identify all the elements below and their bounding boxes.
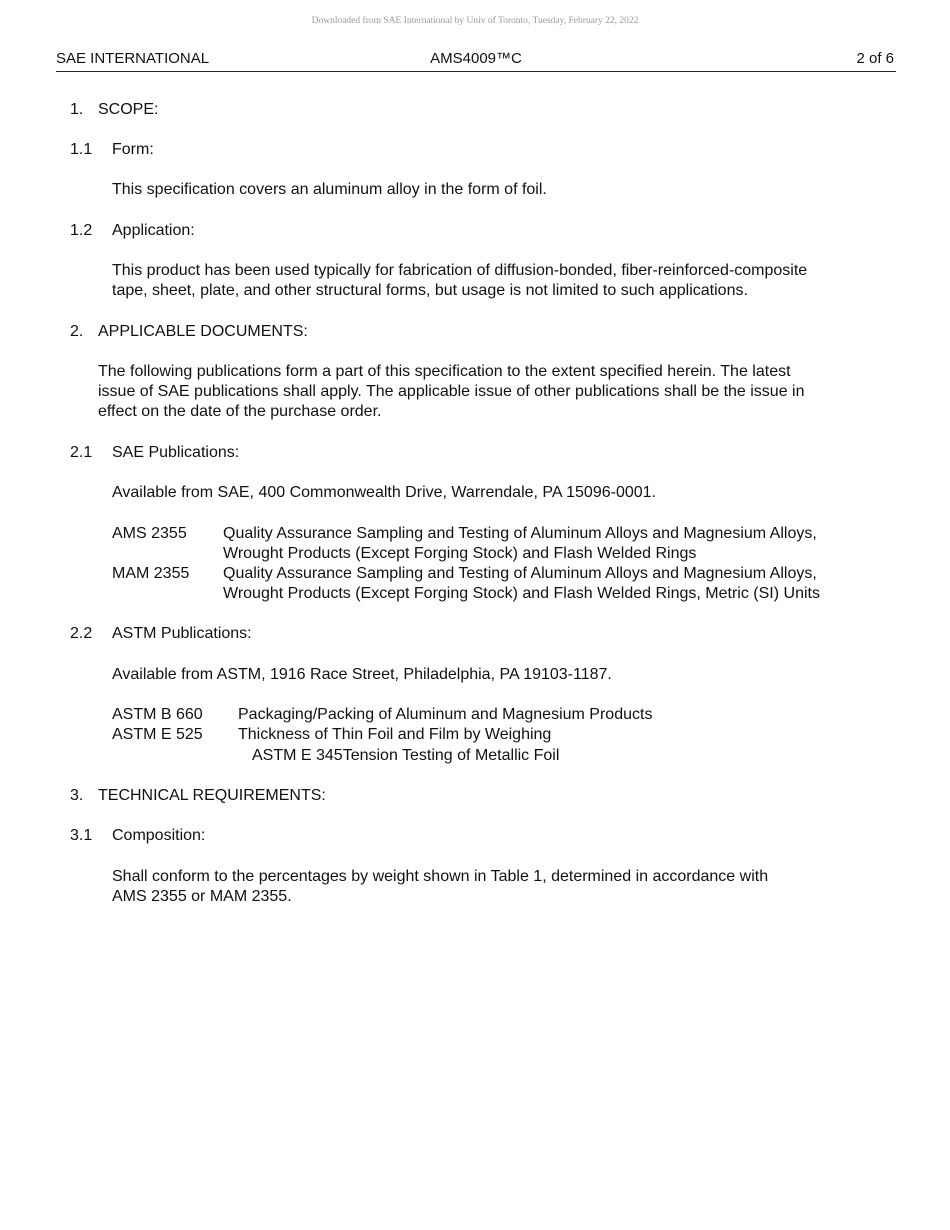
sae-doc-id: MAM 2355 — [112, 565, 190, 582]
sae-doc-title-line: Wrought Products (Except Forging Stock) and Flash Welded Rings — [223, 545, 697, 562]
section-2-text-line: effect on the date of the purchase order. — [98, 403, 382, 420]
section-2-text-line: The following publications form a part of this specification to the extent specified herein. The latest — [98, 363, 791, 380]
sae-doc-id: AMS 2355 — [112, 525, 187, 542]
section-1-2-text-line: tape, sheet, plate, and other structural forms, but usage is not limited to such applications. — [112, 282, 748, 299]
section-1-1-number: 1.1 — [70, 141, 93, 158]
astm-doc-title: Thickness of Thin Foil and Film by Weighing — [238, 726, 552, 743]
astm-availability: Available from ASTM, 1916 Race Street, Philadelphia, PA 19103-1187. — [112, 666, 612, 683]
section-1-title: SCOPE: — [98, 101, 159, 118]
section-2-2-title: ASTM Publications: — [112, 625, 252, 642]
page-header — [56, 49, 896, 72]
sae-availability: Available from SAE, 400 Commonwealth Drive, Warrendale, PA 15096-0001. — [112, 484, 656, 501]
section-1-2-title: Application: — [112, 222, 195, 239]
section-2-2-number: 2.2 — [70, 625, 93, 642]
section-3-title: TECHNICAL REQUIREMENTS: — [98, 787, 326, 804]
section-2-1-title: SAE Publications: — [112, 444, 240, 461]
section-3-1-title: Composition: — [112, 827, 206, 844]
section-1-2-number: 1.2 — [70, 222, 93, 239]
sae-doc-title-line: Quality Assurance Sampling and Testing of Aluminum Alloys and Magnesium Alloys, — [223, 525, 817, 542]
section-1-2-text-line: This product has been used typically for fabrication of diffusion-bonded, fiber-reinforced-composite — [112, 262, 808, 279]
section-2-text-line: issue of SAE publications shall apply. The applicable issue of other publications shall be the issue in — [98, 383, 805, 400]
section-1-1-title: Form: — [112, 141, 154, 158]
astm-doc-id: ASTM B 660 — [112, 706, 203, 723]
header-org: SAE INTERNATIONAL — [56, 50, 210, 67]
download-watermark: Downloaded from SAE International by Univ of Toronto, Tuesday, February 22, 2022 — [311, 16, 639, 26]
section-2-1-number: 2.1 — [70, 444, 93, 461]
section-3-1-number: 3.1 — [70, 827, 93, 844]
header-doc-number: AMS4009™C — [430, 50, 522, 67]
astm-doc-title: Packaging/Packing of Aluminum and Magnesium Products — [238, 706, 653, 723]
section-3-number: 3. — [70, 787, 84, 804]
section-1-number: 1. — [70, 101, 84, 118]
section-2-number: 2. — [70, 323, 84, 340]
section-3-1-text-line: Shall conform to the percentages by weight shown in Table 1, determined in accordance with — [112, 868, 769, 885]
sae-doc-title-line: Wrought Products (Except Forging Stock) and Flash Welded Rings, Metric (SI) Units — [223, 585, 820, 602]
astm-doc-id: ASTM E 525 — [112, 726, 203, 743]
section-2-title: APPLICABLE DOCUMENTS: — [98, 323, 308, 340]
section-1-1-text: This specification covers an aluminum alloy in the form of foil. — [112, 181, 547, 198]
header-page-number: 2 of 6 — [856, 50, 894, 67]
section-3-1-text-line: AMS 2355 or MAM 2355. — [112, 888, 292, 905]
sae-doc-title-line: Quality Assurance Sampling and Testing of Aluminum Alloys and Magnesium Alloys, — [223, 565, 817, 582]
astm-doc-entry-misaligned: ASTM E 345Tension Testing of Metallic Foil — [252, 747, 560, 764]
